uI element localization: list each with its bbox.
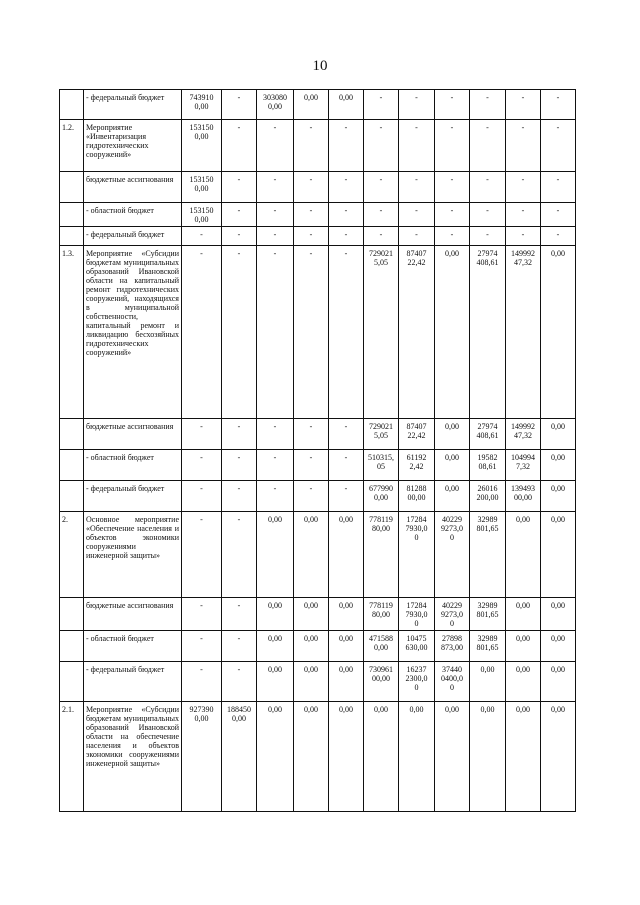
budget-table [59, 89, 576, 812]
value-cell: 0,00 [506, 702, 541, 812]
value-cell: 40229 9273,0 0 [435, 598, 470, 631]
value-cell: 0,00 [294, 598, 329, 631]
value-cell: 778119 80,00 [364, 512, 399, 598]
value-cell: 0,00 [329, 598, 364, 631]
value-cell: - [294, 203, 329, 227]
value-cell: 677990 0,00 [364, 481, 399, 512]
value-cell: 0,00 [506, 631, 541, 662]
value-cell: - [222, 662, 257, 702]
value-cell: 0,00 [399, 702, 435, 812]
row-number: 2.1. [60, 702, 84, 812]
table-row [60, 631, 576, 662]
value-cell: - [435, 120, 470, 172]
row-number [60, 662, 84, 702]
value-cell: - [257, 227, 294, 246]
value-cell: 0,00 [541, 702, 576, 812]
value-cell: 0,00 [541, 419, 576, 450]
value-cell: - [222, 203, 257, 227]
value-cell: - [541, 172, 576, 203]
value-cell: 0,00 [435, 419, 470, 450]
value-cell: 730961 00,00 [364, 662, 399, 702]
value-cell: 0,00 [329, 512, 364, 598]
table-row [60, 450, 576, 481]
row-name: - областной бюджет [84, 450, 182, 481]
value-cell: 27974 408,61 [470, 246, 506, 419]
value-cell: - [182, 512, 222, 598]
value-cell: 104994 7,32 [506, 450, 541, 481]
table-row [60, 90, 576, 120]
value-cell: 188450 0,00 [222, 702, 257, 812]
value-cell: - [222, 598, 257, 631]
value-cell: - [182, 598, 222, 631]
value-cell: 153150 0,00 [182, 203, 222, 227]
row-name: бюджетные ассигнования [84, 419, 182, 450]
value-cell: - [399, 120, 435, 172]
value-cell: 0,00 [541, 598, 576, 631]
value-cell: 0,00 [294, 512, 329, 598]
table-row [60, 172, 576, 203]
row-number: 1.2. [60, 120, 84, 172]
row-name: - федеральный бюджет [84, 90, 182, 120]
value-cell: - [399, 203, 435, 227]
row-name: - областной бюджет [84, 203, 182, 227]
row-name: - федеральный бюджет [84, 662, 182, 702]
row-name: - федеральный бюджет [84, 481, 182, 512]
value-cell: 510315, 05 [364, 450, 399, 481]
value-cell: - [222, 512, 257, 598]
value-cell: 0,00 [329, 662, 364, 702]
value-cell: - [506, 90, 541, 120]
value-cell: 153150 0,00 [182, 120, 222, 172]
value-cell: 0,00 [294, 631, 329, 662]
value-cell: 32989 801,65 [470, 512, 506, 598]
value-cell: 303080 0,00 [257, 90, 294, 120]
value-cell: 0,00 [470, 702, 506, 812]
value-cell: 0,00 [541, 246, 576, 419]
value-cell: 61192 2,42 [399, 450, 435, 481]
value-cell: - [506, 203, 541, 227]
row-number [60, 90, 84, 120]
value-cell: - [329, 450, 364, 481]
table-row [60, 419, 576, 450]
value-cell: - [541, 120, 576, 172]
value-cell: 0,00 [541, 662, 576, 702]
value-cell: - [294, 450, 329, 481]
value-cell: 0,00 [294, 702, 329, 812]
value-cell: - [257, 246, 294, 419]
value-cell: 149992 47,32 [506, 419, 541, 450]
value-cell: - [222, 481, 257, 512]
value-cell: - [364, 227, 399, 246]
table-row [60, 227, 576, 246]
value-cell: - [182, 246, 222, 419]
value-cell: - [435, 227, 470, 246]
value-cell: - [470, 203, 506, 227]
row-name: - федеральный бюджет [84, 227, 182, 246]
value-cell: 0,00 [257, 598, 294, 631]
row-number [60, 419, 84, 450]
value-cell: 139493 00,00 [506, 481, 541, 512]
value-cell: - [257, 172, 294, 203]
value-cell: 0,00 [541, 512, 576, 598]
value-cell: 0,00 [506, 512, 541, 598]
value-cell: - [222, 450, 257, 481]
value-cell: 32989 801,65 [470, 631, 506, 662]
value-cell: - [541, 203, 576, 227]
row-number [60, 481, 84, 512]
value-cell: - [399, 227, 435, 246]
value-cell: - [182, 227, 222, 246]
value-cell: - [257, 120, 294, 172]
value-cell: 27898 873,00 [435, 631, 470, 662]
value-cell: 37440 0400,0 0 [435, 662, 470, 702]
value-cell: 778119 80,00 [364, 598, 399, 631]
value-cell: 0,00 [541, 481, 576, 512]
value-cell: 0,00 [257, 702, 294, 812]
value-cell: 0,00 [364, 702, 399, 812]
value-cell: - [257, 481, 294, 512]
row-number [60, 227, 84, 246]
table-row [60, 481, 576, 512]
row-number [60, 631, 84, 662]
value-cell: 0,00 [470, 662, 506, 702]
value-cell: - [470, 227, 506, 246]
value-cell: - [506, 120, 541, 172]
value-cell: - [364, 120, 399, 172]
value-cell: - [470, 172, 506, 203]
value-cell: - [435, 172, 470, 203]
value-cell: 17284 7930,0 0 [399, 512, 435, 598]
value-cell: - [399, 172, 435, 203]
value-cell: 16237 2300,0 0 [399, 662, 435, 702]
value-cell: 0,00 [329, 631, 364, 662]
row-name: бюджетные ассигнования [84, 172, 182, 203]
table-row [60, 246, 576, 419]
value-cell: - [329, 120, 364, 172]
table-row [60, 598, 576, 631]
value-cell: - [222, 419, 257, 450]
table-row [60, 203, 576, 227]
value-cell: 729021 5,05 [364, 419, 399, 450]
value-cell: - [541, 90, 576, 120]
value-cell: - [364, 172, 399, 203]
row-number [60, 172, 84, 203]
value-cell: - [294, 120, 329, 172]
value-cell: 927390 0,00 [182, 702, 222, 812]
value-cell: 0,00 [541, 450, 576, 481]
value-cell: - [329, 246, 364, 419]
value-cell: 0,00 [257, 662, 294, 702]
row-name: Мероприятие «Субсидии бюджетам муниципальных образований Ивановской области на капитальный ремонт гидротехнических сооружений, находящихся в муниципальной собственности, капитальный ремонт и ликвидацию бесхозяйных гидротехнических сооружений» [84, 246, 182, 419]
value-cell: 0,00 [329, 90, 364, 120]
value-cell: - [506, 172, 541, 203]
value-cell: 0,00 [506, 662, 541, 702]
table-row [60, 512, 576, 598]
value-cell: - [506, 227, 541, 246]
value-cell: - [541, 227, 576, 246]
value-cell: 729021 5,05 [364, 246, 399, 419]
table-row [60, 662, 576, 702]
row-name: бюджетные ассигнования [84, 598, 182, 631]
row-name: - областной бюджет [84, 631, 182, 662]
value-cell: 0,00 [435, 450, 470, 481]
value-cell: 0,00 [506, 598, 541, 631]
value-cell: - [182, 450, 222, 481]
value-cell: 0,00 [294, 90, 329, 120]
value-cell: - [329, 419, 364, 450]
value-cell: - [222, 172, 257, 203]
value-cell: - [257, 419, 294, 450]
value-cell: - [182, 662, 222, 702]
row-number: 2. [60, 512, 84, 598]
value-cell: - [182, 481, 222, 512]
value-cell: - [399, 90, 435, 120]
value-cell: 153150 0,00 [182, 172, 222, 203]
row-number [60, 598, 84, 631]
value-cell: - [364, 90, 399, 120]
value-cell: 87407 22,42 [399, 246, 435, 419]
value-cell: 0,00 [257, 631, 294, 662]
value-cell: 0,00 [435, 481, 470, 512]
value-cell: - [470, 90, 506, 120]
row-name: Основное мероприятие «Обеспечение населения и объектов экономики сооружениями инженерной защиты» [84, 512, 182, 598]
value-cell: - [222, 120, 257, 172]
page-number: 10 [312, 58, 328, 74]
value-cell: 87407 22,42 [399, 419, 435, 450]
value-cell: - [329, 172, 364, 203]
value-cell: - [294, 481, 329, 512]
value-cell: - [222, 631, 257, 662]
value-cell: 19582 08,61 [470, 450, 506, 481]
value-cell: 0,00 [541, 631, 576, 662]
value-cell: 10475 630,00 [399, 631, 435, 662]
row-number [60, 203, 84, 227]
value-cell: 0,00 [294, 662, 329, 702]
value-cell: - [182, 419, 222, 450]
value-cell: 0,00 [329, 702, 364, 812]
row-number [60, 450, 84, 481]
table-row [60, 120, 576, 172]
row-name: Мероприятие «Инвентаризация гидротехнических сооружений» [84, 120, 182, 172]
value-cell: - [294, 246, 329, 419]
value-cell: - [294, 227, 329, 246]
value-cell: - [182, 631, 222, 662]
value-cell: 17284 7930,0 0 [399, 598, 435, 631]
value-cell: - [294, 172, 329, 203]
value-cell: - [222, 246, 257, 419]
value-cell: 27974 408,61 [470, 419, 506, 450]
value-cell: - [329, 481, 364, 512]
value-cell: - [364, 203, 399, 227]
value-cell: - [329, 203, 364, 227]
value-cell: 81288 00,00 [399, 481, 435, 512]
value-cell: 26016 200,00 [470, 481, 506, 512]
value-cell: - [222, 90, 257, 120]
value-cell: - [329, 227, 364, 246]
value-cell: 0,00 [435, 246, 470, 419]
value-cell: 40229 9273,0 0 [435, 512, 470, 598]
value-cell: - [435, 90, 470, 120]
value-cell: - [294, 419, 329, 450]
value-cell: 32989 801,65 [470, 598, 506, 631]
row-number: 1.3. [60, 246, 84, 419]
value-cell: - [257, 203, 294, 227]
row-name: Мероприятие «Субсидии бюджетам муниципальных образований Ивановской области на обеспечение населения и объектов экономики сооружениями инженерной защиты» [84, 702, 182, 812]
value-cell: 149992 47,32 [506, 246, 541, 419]
value-cell: 0,00 [435, 702, 470, 812]
value-cell: - [470, 120, 506, 172]
value-cell: 471588 0,00 [364, 631, 399, 662]
value-cell: 743910 0,00 [182, 90, 222, 120]
value-cell: - [435, 203, 470, 227]
table-row [60, 702, 576, 812]
value-cell: - [257, 450, 294, 481]
value-cell: - [222, 227, 257, 246]
value-cell: 0,00 [257, 512, 294, 598]
